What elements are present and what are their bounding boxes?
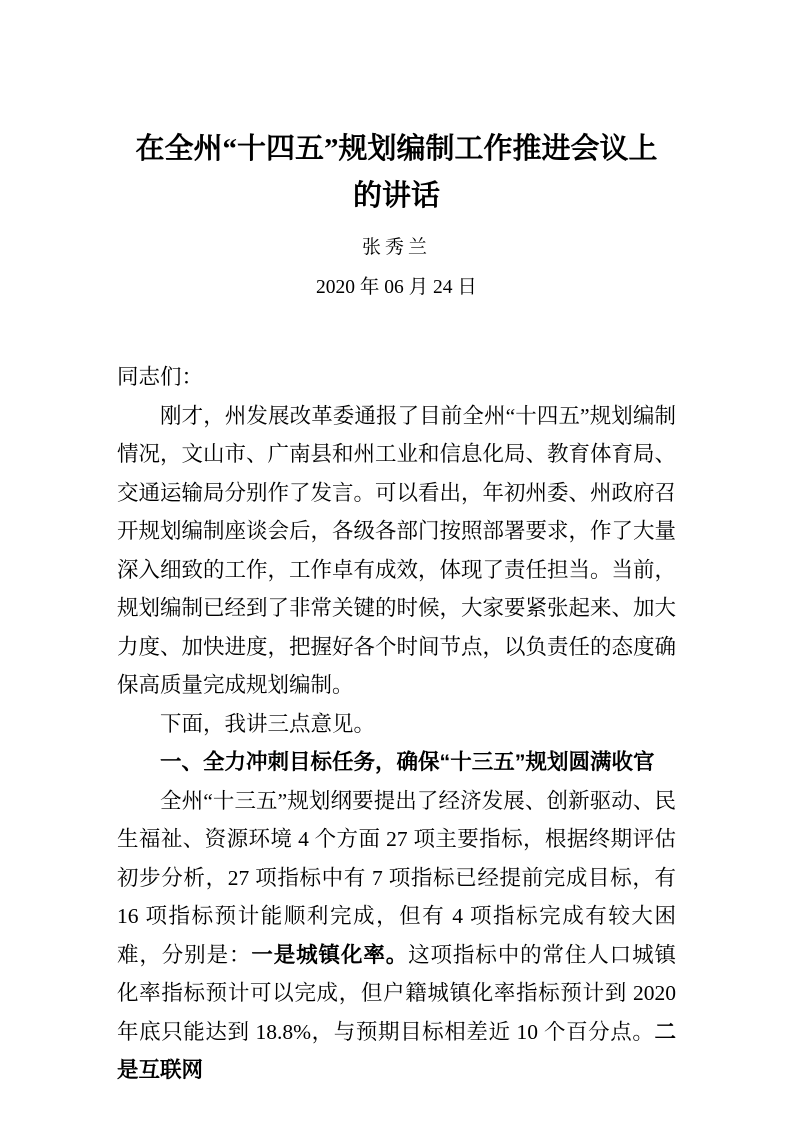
- document-title: [112, 126, 682, 220]
- section-heading-1: 一、全力冲刺目标任务，确保“十三五”规划圆满收官: [160, 750, 655, 774]
- emphasis-run-internet: 二是互联网: [117, 1019, 676, 1082]
- paragraph-intro: 刚才，州发展改革委通报了目前全州“十四五”规划编制情况，文山市、广南县和州工业和信息化局、教育体育局、交通运输局分别作了发言。可以看出，年初州委、州政府召开规划编制座谈会后，各级各部门按照部署要求，作了大量深入细致的工作，工作卓有成效，体现了责任担当。当前，规划编制已经到了非常关键的时候，大家要紧张起来、加大力度、加快进度，把握好各个时间节点，以负责任的态度确保高质量完成规划编制。: [117, 403, 677, 697]
- text-run: 全州“十三五”规划纲要提出了经济发展、创新驱动、民生福祉、资源环境 4 个方面 27 项主要指标，根据终期评估初步分析，27 项指标中有 7 项指标已经提前完成目标，有 16 项指标预计能顺利完成，但有 4 项指标完成有较大困难，分别是：: [117, 788, 676, 967]
- document-title-line1: 在全州“十四五”规划编制工作推进会议上: [135, 133, 658, 165]
- paragraph-salutation: 同志们：: [117, 365, 204, 389]
- paragraph-transition: 下面，我讲三点意见。: [160, 711, 376, 736]
- text-run: 这项指标中的常住人口城镇化率指标预计可以完成，但户籍城镇化率指标预计到 2020 年底只能达到 18.8%，与预期目标相差近 10 个百分点。: [117, 942, 676, 1044]
- document-date: 2020 年 06 月 24 日: [316, 277, 477, 298]
- document-title-line2: 的讲话: [352, 180, 440, 212]
- paragraph-section1-body: [117, 782, 676, 1090]
- document-body: [117, 358, 676, 1090]
- emphasis-run-urbanization: 一是城镇化率。: [251, 942, 409, 967]
- author-name: 张秀兰: [361, 237, 431, 258]
